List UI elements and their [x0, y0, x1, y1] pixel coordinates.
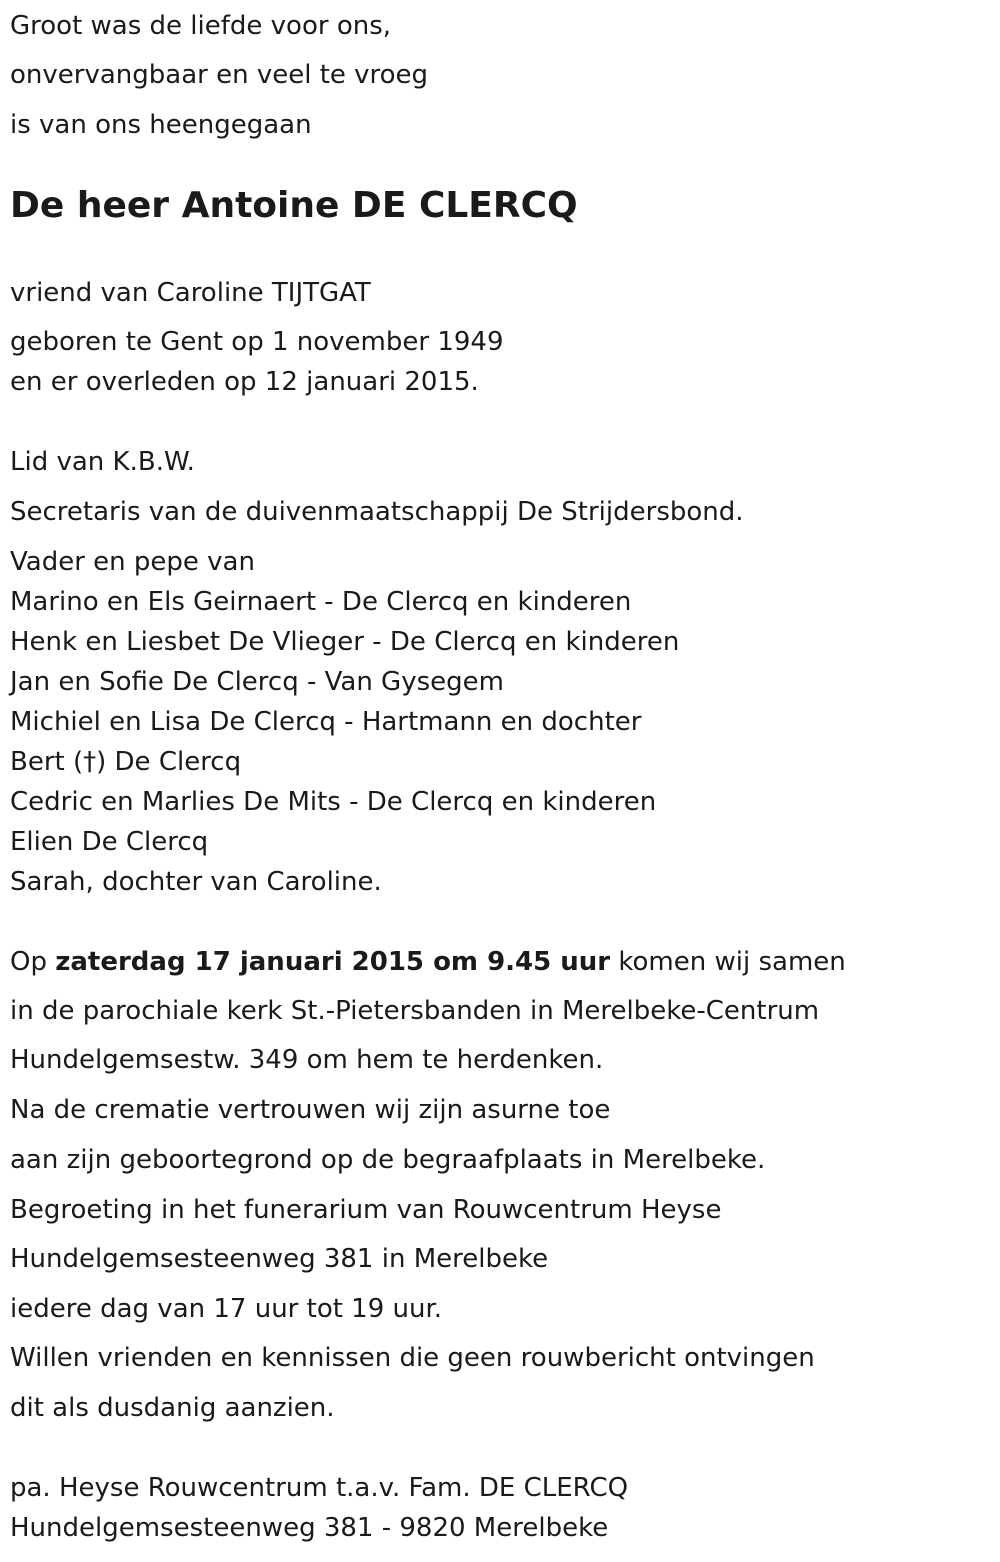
- detail-line: Begroeting in het funerarium van Rouwcentrum Heyse: [10, 1195, 722, 1225]
- service-line: [10, 945, 846, 979]
- partner-line: vriend van Caroline TIJTGAT: [10, 278, 371, 308]
- birth-line: geboren te Gent op 1 november 1949: [10, 327, 504, 357]
- family-member: Elien De Clercq: [10, 827, 209, 857]
- service-prefix: Op: [10, 947, 56, 977]
- address-line-1: pa. Heyse Rouwcentrum t.a.v. Fam. DE CLERCQ: [10, 1473, 629, 1503]
- address-line-2: Hundelgemsesteenweg 381 - 9820 Merelbeke: [10, 1513, 609, 1543]
- family-member: Cedric en Marlies De Mits - De Clercq en kinderen: [10, 787, 657, 817]
- detail-line: Na de crematie vertrouwen wij zijn asurne toe: [10, 1095, 611, 1125]
- family-member: Michiel en Lisa De Clercq - Hartmann en dochter: [10, 707, 642, 737]
- membership-line-1: Lid van K.B.W.: [10, 447, 195, 477]
- detail-line: Willen vrienden en kennissen die geen rouwbericht ontvingen: [10, 1343, 815, 1373]
- family-member: Jan en Sofie De Clercq - Van Gysegem: [10, 667, 504, 697]
- detail-line: Hundelgemsesteenweg 381 in Merelbeke: [10, 1244, 549, 1274]
- service-suffix: komen wij samen: [610, 947, 846, 977]
- deceased-name: De heer Antoine DE CLERCQ: [10, 185, 578, 226]
- detail-line: aan zijn geboortegrond op de begraafplaats in Merelbeke.: [10, 1145, 766, 1175]
- detail-line: Hundelgemsestw. 349 om hem te herdenken.: [10, 1045, 604, 1075]
- family-header: Vader en pepe van: [10, 547, 255, 577]
- family-member: Marino en Els Geirnaert - De Clercq en kinderen: [10, 587, 632, 617]
- detail-line: iedere dag van 17 uur tot 19 uur.: [10, 1294, 443, 1324]
- family-member: Bert (†) De Clercq: [10, 747, 242, 777]
- intro-line-3: is van ons heengegaan: [10, 110, 312, 140]
- family-member: Sarah, dochter van Caroline.: [10, 867, 382, 897]
- intro-line-1: Groot was de liefde voor ons,: [10, 11, 392, 41]
- service-date-time: zaterdag 17 januari 2015 om 9.45 uur: [55, 947, 611, 977]
- intro-line-2: onvervangbaar en veel te vroeg: [10, 60, 429, 90]
- detail-line: in de parochiale kerk St.-Pietersbanden in Merelbeke-Centrum: [10, 996, 820, 1026]
- death-line: en er overleden op 12 januari 2015.: [10, 367, 479, 397]
- family-member: Henk en Liesbet De Vlieger - De Clercq en kinderen: [10, 627, 680, 657]
- detail-line: dit als dusdanig aanzien.: [10, 1393, 335, 1423]
- membership-line-2: Secretaris van de duivenmaatschappij De Strijdersbond.: [10, 497, 744, 527]
